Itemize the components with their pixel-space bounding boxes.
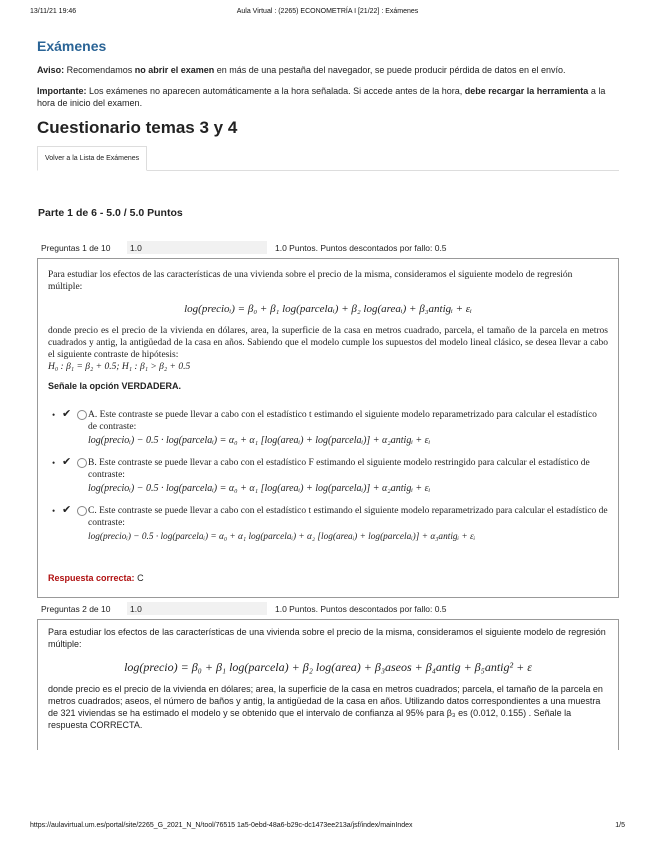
question-1-intro: Para estudiar los efectos de las características de una vivienda sobre el precio de la misma, consideramos el siguiente modelo de regresión múltiple: xyxy=(48,270,573,292)
tab-bar xyxy=(37,146,619,171)
option-b-radio[interactable] xyxy=(77,458,87,468)
option-a-formula: log(precioᵢ) − 0.5 · log(parcelaᵢ) = α₀ + α₁ [log(areaᵢ) + log(parcelaᵢ)] + α₂antigᵢ + εᵢ xyxy=(88,435,431,446)
option-a-text: A. Este contraste se puede llevar a cabo con el estadístico t estimando el siguiente modelo reparametrizado para calcular el estadístico de contraste: xyxy=(88,410,597,432)
check-icon: ✔ xyxy=(62,456,72,468)
importante-notice xyxy=(37,85,619,109)
option-b-text: B. Este contraste se puede llevar a cabo con el estadístico F estimando el siguiente modelo restringido para calcular el estadístico de contraste: xyxy=(88,458,590,480)
question-2-formula: log(precio) = β₀ + β₁ log(parcela) + β₂ log(area) + β₃aseos + β₄antig + β₅antig² + ε xyxy=(124,660,532,674)
question-1-points: 1.0 Puntos. Puntos descontados por fallo: 0.5 xyxy=(275,243,447,253)
print-header xyxy=(30,8,625,20)
question-1-box xyxy=(37,258,619,598)
question-2-header xyxy=(37,602,619,616)
print-footer xyxy=(30,822,625,834)
question-1-header xyxy=(37,241,619,255)
question-1-hypothesis: H₀ : β₁ = β₂ + 0.5; H₁ : β₁ > β₂ + 0.5 xyxy=(48,362,191,372)
quiz-title: Cuestionario temas 3 y 4 xyxy=(37,118,238,137)
bullet-icon: • xyxy=(52,506,56,516)
correct-answer-value: C xyxy=(137,573,144,583)
question-2-intro: Para estudiar los efectos de las características de una vivienda sobre el precio de la misma, consideramos el siguiente modelo de regresión múltiple: xyxy=(48,627,606,649)
print-page-number: 1/5 xyxy=(615,822,625,829)
question-2-score-field[interactable] xyxy=(127,602,267,615)
main-content xyxy=(37,38,619,750)
page-title: Exámenes xyxy=(37,38,107,54)
correct-answer xyxy=(48,573,608,583)
aviso-text-post: en más de una pestaña del navegador, se puede producir pérdida de datos en el envío. xyxy=(214,65,566,75)
option-c-text: C. Este contraste se puede llevar a cabo con el estadístico t estimando el siguiente modelo reparametrizado para calcular el estadístico de contraste: xyxy=(88,506,608,528)
question-1-number: Preguntas 1 de 10 xyxy=(41,243,111,253)
aviso-notice xyxy=(37,64,619,76)
back-to-exams-tab[interactable]: Volver a la Lista de Exámenes xyxy=(37,146,147,171)
option-c-formula: log(precioᵢ) − 0.5 · log(parcelaᵢ) = α₀ + α₁ log(parcelaᵢ) + α₂ [log(areaᵢ) + log(parcelaᵢ)] + α₃antigᵢ + εᵢ xyxy=(88,532,476,542)
option-b-formula: log(precioᵢ) − 0.5 · log(parcelaᵢ) = α₀ + α₁ [log(areaᵢ) + log(parcelaᵢ)] + α₂antigᵢ + εᵢ xyxy=(88,483,431,494)
option-a xyxy=(52,409,608,447)
importante-text-pre: Los exámenes no aparecen automáticamente a la hora señalada. Si accede antes de la hora, xyxy=(86,86,465,96)
question-1-score-field[interactable] xyxy=(127,241,267,254)
aviso-text-bold: no abrir el examen xyxy=(134,65,215,75)
question-1-options xyxy=(48,409,608,543)
question-2-points: 1.0 Puntos. Puntos descontados por fallo: 0.5 xyxy=(275,604,447,614)
question-2-box xyxy=(37,619,619,750)
print-title: Aula Virtual : (2265) ECONOMETRÍA I [21/22] : Exámenes xyxy=(236,8,419,15)
option-c xyxy=(52,505,608,543)
aviso-label: Aviso: xyxy=(37,65,65,75)
aviso-text-pre: Recomendamos xyxy=(64,65,135,75)
question-2-number: Preguntas 2 de 10 xyxy=(41,604,111,614)
check-icon: ✔ xyxy=(62,504,72,516)
bullet-icon: • xyxy=(52,410,56,420)
importante-label: Importante: xyxy=(37,86,87,96)
question-1-instruction: Señale la opción VERDADERA. xyxy=(48,381,182,391)
question-1-formula: log(precioᵢ) = β₀ + β₁ log(parcelaᵢ) + β₂ log(areaᵢ) + β₃antigᵢ + εᵢ xyxy=(184,303,472,315)
print-url: https://aulavirtual.um.es/portal/site/2265_G_2021_N_N/tool/76515 1a5-0ebd-48a6-b29c-dc1473ee213a/jsf/index/mainIndex xyxy=(30,822,413,829)
option-a-radio[interactable] xyxy=(77,410,87,420)
importante-text-post: a la hora de inicio del examen. xyxy=(37,86,606,108)
part-title: Parte 1 de 6 - 5.0 / 5.0 Puntos xyxy=(38,207,183,219)
check-icon: ✔ xyxy=(62,408,72,420)
correct-answer-label: Respuesta correcta: xyxy=(48,573,135,583)
bullet-icon: • xyxy=(52,458,56,468)
option-b xyxy=(52,457,608,495)
question-2-description: donde precio es el precio de la vivienda en dólares; area, la superficie de la casa en metros cuadrados; parcela, el tamaño de la parcela en metros cuadrados; aseos, el número de baños y antig, la antigüedad de la casa en años. Utilizando datos correspondientes a una muestra de 321 viviendas se ha estimado el modelo y se obtenido que el intervalo de confianza al 95% para β₃ es (0.012, 0.155) . Señale la respuesta CORRECTA. xyxy=(48,684,603,730)
importante-text-bold: debe recargar la herramienta xyxy=(464,86,589,96)
option-c-radio[interactable] xyxy=(77,506,87,516)
question-1-description: donde precio es el precio de la vivienda en dólares, area, la superficie de la casa en metros cuadrado, parcela, el tamaño de la parcela en metros cuadrados y antig, la antigüedad de la casa en años. Sabiendo que el modelo cumple los supuestos del modelo lineal clásico, se desea llevar a cabo el siguiente contraste de hipótesis: xyxy=(48,326,608,360)
print-date: 13/11/21 19:46 xyxy=(30,8,77,15)
